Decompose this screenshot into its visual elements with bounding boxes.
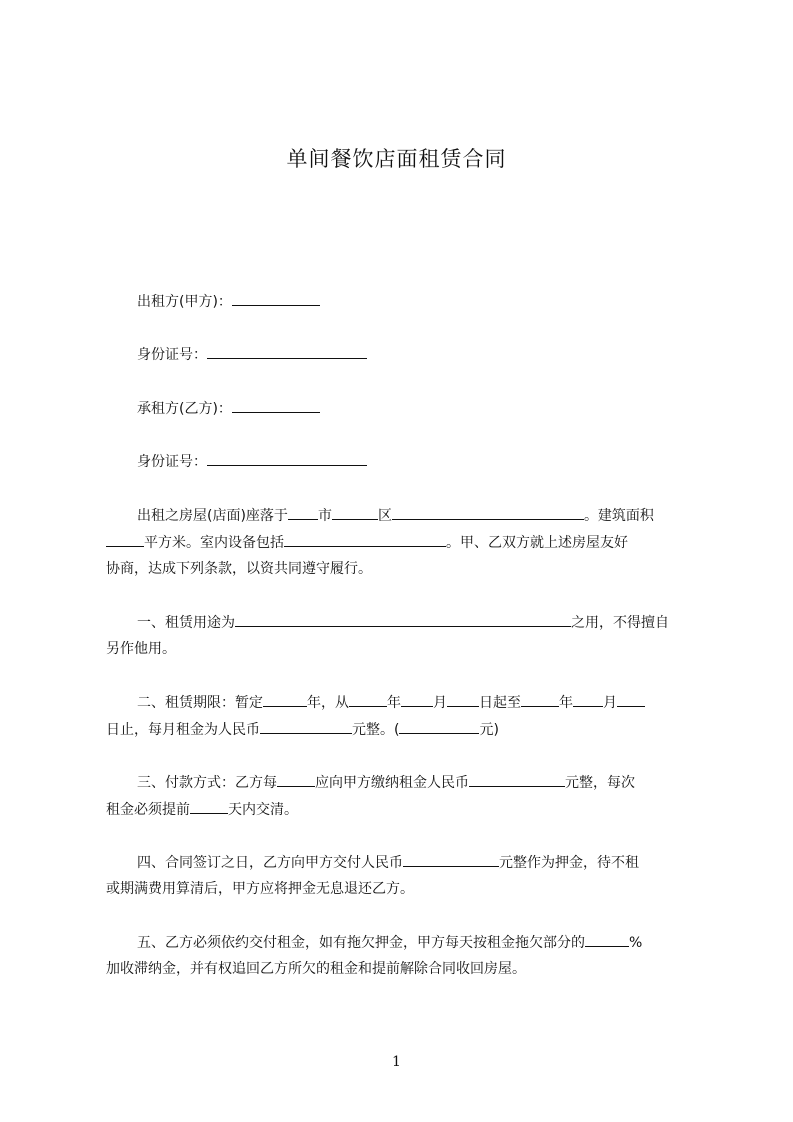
deposit-amount-blank (403, 852, 499, 867)
party-a-id-label: 身份证号： (137, 347, 207, 363)
party-a-id-blank (207, 344, 367, 359)
rent-amount-blank (260, 719, 352, 734)
party-b-label: 承租方(乙方)： (137, 401, 232, 417)
clause-3-text-5: 天内交清。 (228, 802, 298, 818)
clause-3-text-4: 租金必须提前 (106, 802, 190, 818)
clause-2-year: 年 (387, 695, 401, 711)
party-b-id-blank (207, 451, 367, 466)
address-blank (392, 505, 584, 520)
clause-2-year-2: 年 (559, 695, 573, 711)
clause-3-text-3: 元整，每次 (565, 775, 635, 791)
page-number: 1 (392, 1054, 401, 1070)
party-a-line (137, 291, 320, 312)
party-b-id-label: 身份证号： (137, 454, 207, 470)
party-b-id-line (137, 451, 367, 472)
page-title: 单间餐饮店面租赁合同 (286, 147, 507, 171)
clause-2-line-1 (137, 692, 645, 713)
clause-1-text-3: 另作他用。 (106, 641, 176, 657)
payment-period-blank (277, 772, 315, 787)
clause-3-text-2: 应向甲方缴纳租金人民币 (315, 775, 469, 791)
party-a-label: 出租方(甲方)： (137, 294, 232, 310)
term-years-blank (263, 692, 307, 707)
district-blank (332, 505, 378, 520)
party-a-blank (232, 291, 320, 306)
percent-sign: % (629, 935, 643, 951)
clause-2-yuan-close: 元) (479, 722, 499, 738)
end-year-blank (521, 692, 559, 707)
clause-3-line-2 (106, 799, 298, 820)
city-label: 市 (317, 508, 332, 524)
agreement-text-end: 协商，达成下列条款，以资共同遵守履行。 (106, 561, 372, 577)
area-text: 。建筑面积 (583, 508, 654, 524)
equipment-text: 平方米。室内设备包括 (144, 535, 284, 551)
end-month-blank (573, 692, 603, 707)
payment-amount-blank (469, 772, 565, 787)
clause-2-yuan: 元整。( (352, 722, 400, 738)
start-year-blank (349, 692, 387, 707)
usage-blank (235, 612, 571, 627)
clause-4-line-2 (106, 879, 414, 899)
end-day-blank (617, 692, 645, 707)
clause-1-text-2: 之用，不得擅自 (571, 615, 669, 631)
clause-2-from: 年，从 (307, 695, 349, 711)
clause-2-month: 月 (433, 695, 447, 711)
start-day-blank (447, 692, 479, 707)
equipment-blank (284, 532, 446, 547)
clause-5-line-2 (106, 959, 526, 979)
agreement-text: 。甲、乙双方就上述房屋友好 (446, 535, 628, 551)
clause-5-text-2: 加收滞纳金，并有权追回乙方所欠的租金和提前解除合同收回房屋。 (106, 961, 526, 977)
clause-4-text-3: 或期满费用算清后，甲方应将押金无息退还乙方。 (106, 881, 414, 897)
party-b-line (137, 398, 320, 419)
clause-1-text: 一、租赁用途为 (137, 615, 235, 631)
clause-2-until: 日起至 (479, 695, 521, 711)
clause-5-line-1 (137, 932, 642, 953)
clause-4-text-2: 元整作为押金，待不租 (499, 855, 639, 871)
party-a-id-line (137, 344, 367, 365)
party-b-blank (232, 398, 320, 413)
payment-days-blank (190, 799, 228, 814)
clause-4-line-1 (137, 852, 639, 873)
clause-2-month-2: 月 (603, 695, 617, 711)
district-label: 区 (377, 508, 392, 524)
clause-4-text: 四、合同签订之日，乙方向甲方交付人民币 (137, 855, 403, 871)
clause-1-line-1 (137, 612, 669, 633)
premises-text: 出租之房屋(店面)座落于 (137, 508, 288, 524)
late-fee-blank (585, 932, 629, 947)
rent-figure-blank (399, 719, 479, 734)
clause-5-text: 五、乙方必须依约交付租金，如有拖欠押金，甲方每天按租金拖欠部分的 (137, 935, 585, 951)
clause-1-line-2 (106, 639, 176, 659)
premises-line-3 (106, 559, 372, 579)
clause-3-text: 三、付款方式：乙方每 (137, 775, 277, 791)
clause-2-text: 二、租赁期限：暂定 (137, 695, 263, 711)
premises-line-1 (137, 505, 654, 526)
area-blank (106, 532, 144, 547)
city-blank (288, 505, 318, 520)
clause-2-line-2 (106, 719, 499, 740)
premises-line-2 (106, 532, 628, 553)
clause-3-line-1 (137, 772, 635, 793)
start-month-blank (401, 692, 433, 707)
clause-2-rent: 日止，每月租金为人民币 (106, 722, 260, 738)
